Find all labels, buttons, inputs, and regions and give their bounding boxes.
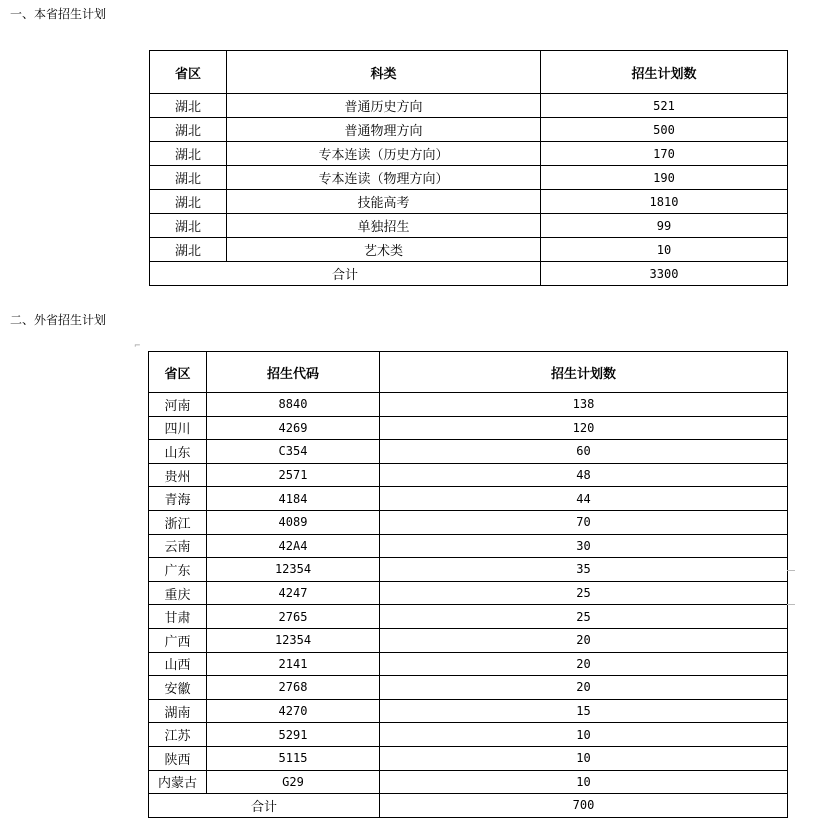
table-cell: 20 (380, 628, 788, 652)
table-cell: 普通历史方向 (227, 94, 541, 118)
total-label: 合计 (149, 794, 380, 818)
table-row (149, 393, 788, 417)
table-cell: 521 (541, 94, 788, 118)
table-row (149, 416, 788, 440)
table-cell: 42A4 (207, 534, 380, 558)
table-cell: 25 (380, 581, 788, 605)
table-cell: 70 (380, 510, 788, 534)
table-row (149, 463, 788, 487)
table-cell: 190 (541, 166, 788, 190)
table-cell: 2571 (207, 463, 380, 487)
table-cell: 99 (541, 214, 788, 238)
column-header: 招生代码 (207, 352, 380, 393)
table-cell: 4269 (207, 416, 380, 440)
table-cell: 陕西 (149, 746, 207, 770)
table-row (150, 142, 788, 166)
table-cell: 湖北 (150, 142, 227, 166)
table-resize-mark (787, 604, 795, 605)
column-header: 省区 (150, 51, 227, 94)
table-anchor-mark: ⌐ (134, 341, 141, 350)
table-cell: 48 (380, 463, 788, 487)
table-cell: 内蒙古 (149, 770, 207, 794)
table-cell: 湖南 (149, 699, 207, 723)
table-row (149, 581, 788, 605)
table-cell: 云南 (149, 534, 207, 558)
table-row (149, 746, 788, 770)
table-cell: 河南 (149, 393, 207, 417)
other-province-plan-table (148, 351, 788, 818)
column-header: 招生计划数 (380, 352, 788, 393)
table-cell: 170 (541, 142, 788, 166)
table-row (150, 238, 788, 262)
column-header: 省区 (149, 352, 207, 393)
table-cell: 25 (380, 605, 788, 629)
table-cell: 8840 (207, 393, 380, 417)
table-cell: 10 (380, 770, 788, 794)
table-cell: 5291 (207, 723, 380, 747)
table-row (149, 770, 788, 794)
total-row (150, 262, 788, 286)
table-cell: 技能高考 (227, 190, 541, 214)
table-cell: 湖北 (150, 118, 227, 142)
table-cell: 44 (380, 487, 788, 511)
table-cell: 10 (541, 238, 788, 262)
table-cell: 山东 (149, 440, 207, 464)
table-cell: 甘肃 (149, 605, 207, 629)
table-cell: 专本连读（物理方向） (227, 166, 541, 190)
table-cell: 浙江 (149, 510, 207, 534)
local-plan-table (149, 50, 788, 286)
table-row (149, 487, 788, 511)
table-cell: 4247 (207, 581, 380, 605)
table-cell: 4089 (207, 510, 380, 534)
table-cell: 120 (380, 416, 788, 440)
table-header-row (149, 352, 788, 393)
table-row (150, 118, 788, 142)
table-cell: 10 (380, 746, 788, 770)
table-row (149, 676, 788, 700)
table-cell: 专本连读（历史方向） (227, 142, 541, 166)
table-cell: 四川 (149, 416, 207, 440)
table-row (149, 605, 788, 629)
table-cell: 30 (380, 534, 788, 558)
table-cell: 江苏 (149, 723, 207, 747)
table-row (149, 723, 788, 747)
table-row (150, 94, 788, 118)
table-resize-mark (787, 570, 795, 571)
table-cell: 湖北 (150, 214, 227, 238)
table-cell: 贵州 (149, 463, 207, 487)
table-row (149, 628, 788, 652)
table-cell: 单独招生 (227, 214, 541, 238)
table-cell: 20 (380, 652, 788, 676)
table-cell: 广西 (149, 628, 207, 652)
section-2-title: 二、外省招生计划 (10, 313, 107, 327)
table-row (149, 534, 788, 558)
table-cell: 2765 (207, 605, 380, 629)
table-cell: 5115 (207, 746, 380, 770)
table-cell: 4184 (207, 487, 380, 511)
table-cell: 广东 (149, 558, 207, 582)
table-row (150, 166, 788, 190)
table-cell: 安徽 (149, 676, 207, 700)
table-cell: 10 (380, 723, 788, 747)
table-cell: 湖北 (150, 166, 227, 190)
table-cell: 15 (380, 699, 788, 723)
table-cell: G29 (207, 770, 380, 794)
table-cell: 2141 (207, 652, 380, 676)
table-cell: 湖北 (150, 190, 227, 214)
table-cell: 4270 (207, 699, 380, 723)
table-row (150, 190, 788, 214)
table-cell: 12354 (207, 558, 380, 582)
section-1-title: 一、本省招生计划 (10, 7, 107, 21)
column-header: 招生计划数 (541, 51, 788, 94)
total-value: 3300 (541, 262, 788, 286)
table-cell: C354 (207, 440, 380, 464)
table-row (149, 699, 788, 723)
total-row (149, 794, 788, 818)
table-cell: 湖北 (150, 94, 227, 118)
table-row (149, 558, 788, 582)
total-label: 合计 (150, 262, 541, 286)
table-cell: 山西 (149, 652, 207, 676)
column-header: 科类 (227, 51, 541, 94)
table-cell: 138 (380, 393, 788, 417)
table-cell: 重庆 (149, 581, 207, 605)
table-cell: 普通物理方向 (227, 118, 541, 142)
table-cell: 60 (380, 440, 788, 464)
total-value: 700 (380, 794, 788, 818)
table-cell: 湖北 (150, 238, 227, 262)
table-cell: 1810 (541, 190, 788, 214)
table-cell: 20 (380, 676, 788, 700)
table-header-row (150, 51, 788, 94)
table-cell: 青海 (149, 487, 207, 511)
table-row (150, 214, 788, 238)
table-cell: 500 (541, 118, 788, 142)
table-cell: 35 (380, 558, 788, 582)
table-row (149, 440, 788, 464)
table-cell: 艺术类 (227, 238, 541, 262)
table-row (149, 652, 788, 676)
table-cell: 12354 (207, 628, 380, 652)
table-row (149, 510, 788, 534)
table-cell: 2768 (207, 676, 380, 700)
